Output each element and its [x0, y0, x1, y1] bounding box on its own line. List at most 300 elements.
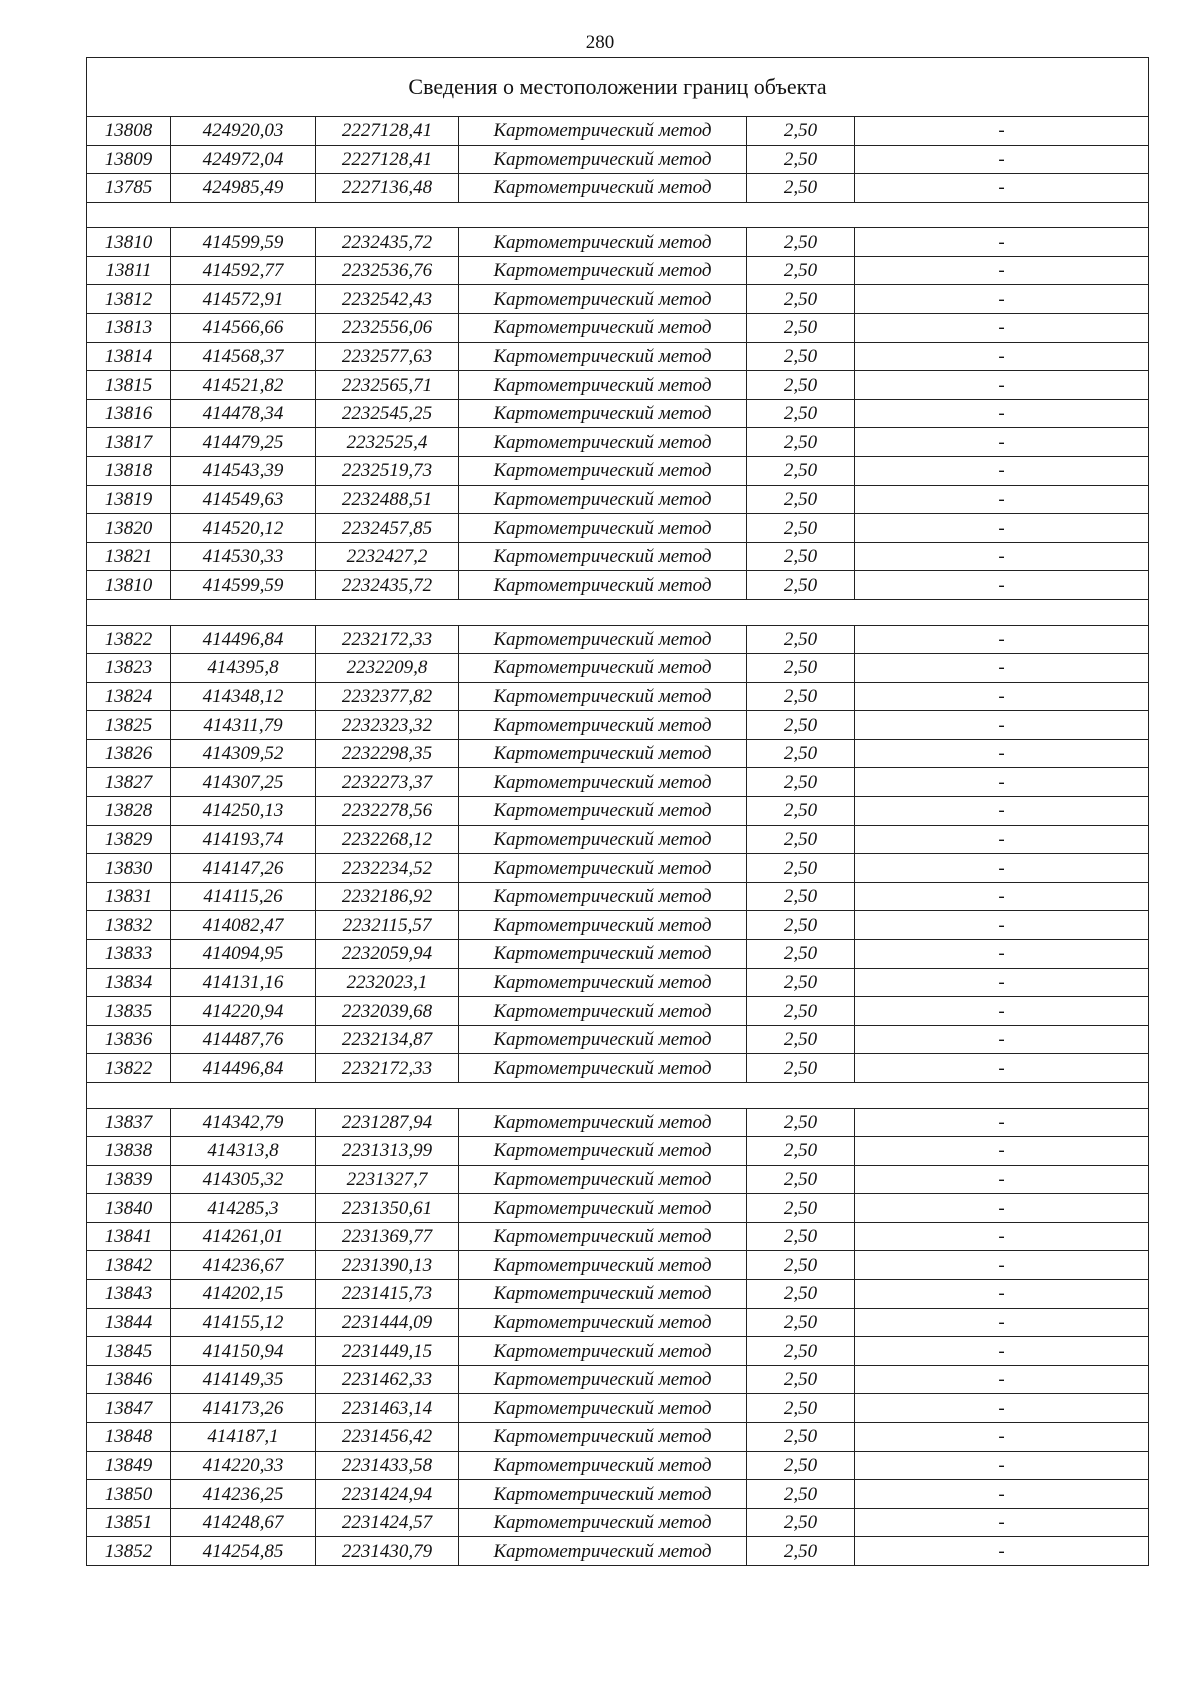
method-cell: Картометрический метод — [459, 485, 747, 514]
y-coordinate-cell: 2232435,72 — [316, 228, 459, 257]
description-cell: - — [855, 485, 1149, 514]
method-cell: Картометрический метод — [459, 1337, 747, 1366]
method-cell: Картометрический метод — [459, 940, 747, 969]
point-number-cell: 13845 — [87, 1337, 171, 1366]
description-cell: - — [855, 571, 1149, 600]
table-row — [87, 1451, 1149, 1480]
accuracy-cell: 2,50 — [747, 854, 855, 883]
y-coordinate-cell: 2231449,15 — [316, 1337, 459, 1366]
description-cell: - — [855, 711, 1149, 740]
point-number-cell: 13816 — [87, 399, 171, 428]
point-number-cell: 13827 — [87, 768, 171, 797]
accuracy-cell: 2,50 — [747, 997, 855, 1026]
table-row — [87, 1137, 1149, 1166]
method-cell: Картометрический метод — [459, 682, 747, 711]
description-cell: - — [855, 739, 1149, 768]
y-coordinate-cell: 2231313,99 — [316, 1137, 459, 1166]
x-coordinate-cell: 414236,25 — [171, 1480, 316, 1509]
x-coordinate-cell: 414572,91 — [171, 285, 316, 314]
x-coordinate-cell: 414248,67 — [171, 1508, 316, 1537]
table-row — [87, 342, 1149, 371]
accuracy-cell: 2,50 — [747, 314, 855, 343]
y-coordinate-cell: 2232377,82 — [316, 682, 459, 711]
description-cell: - — [855, 882, 1149, 911]
table-row — [87, 256, 1149, 285]
description-cell: - — [855, 682, 1149, 711]
accuracy-cell: 2,50 — [747, 882, 855, 911]
y-coordinate-cell: 2232268,12 — [316, 825, 459, 854]
description-cell: - — [855, 1194, 1149, 1223]
method-cell: Картометрический метод — [459, 882, 747, 911]
accuracy-cell: 2,50 — [747, 682, 855, 711]
point-number-cell: 13812 — [87, 285, 171, 314]
accuracy-cell: 2,50 — [747, 285, 855, 314]
x-coordinate-cell: 414261,01 — [171, 1222, 316, 1251]
description-cell: - — [855, 654, 1149, 683]
x-coordinate-cell: 414313,8 — [171, 1137, 316, 1166]
table-row — [87, 174, 1149, 203]
accuracy-cell: 2,50 — [747, 1280, 855, 1309]
description-cell: - — [855, 314, 1149, 343]
y-coordinate-cell: 2231424,57 — [316, 1508, 459, 1537]
x-coordinate-cell: 414220,33 — [171, 1451, 316, 1480]
accuracy-cell: 2,50 — [747, 1537, 855, 1566]
description-cell: - — [855, 1025, 1149, 1054]
x-coordinate-cell: 414236,67 — [171, 1251, 316, 1280]
x-coordinate-cell: 414521,82 — [171, 371, 316, 400]
method-cell: Картометрический метод — [459, 542, 747, 571]
y-coordinate-cell: 2231369,77 — [316, 1222, 459, 1251]
y-coordinate-cell: 2231350,61 — [316, 1194, 459, 1223]
method-cell: Картометрический метод — [459, 145, 747, 174]
description-cell: - — [855, 625, 1149, 654]
method-cell: Картометрический метод — [459, 911, 747, 940]
accuracy-cell: 2,50 — [747, 228, 855, 257]
accuracy-cell: 2,50 — [747, 342, 855, 371]
table-body — [87, 58, 1149, 1566]
method-cell: Картометрический метод — [459, 1165, 747, 1194]
point-number-cell: 13814 — [87, 342, 171, 371]
point-number-cell: 13837 — [87, 1108, 171, 1137]
point-number-cell: 13841 — [87, 1222, 171, 1251]
description-cell: - — [855, 1451, 1149, 1480]
x-coordinate-cell: 414543,39 — [171, 457, 316, 486]
method-cell: Картометрический метод — [459, 457, 747, 486]
table-row — [87, 514, 1149, 543]
accuracy-cell: 2,50 — [747, 1222, 855, 1251]
description-cell: - — [855, 228, 1149, 257]
y-coordinate-cell: 2232427,2 — [316, 542, 459, 571]
table-row — [87, 797, 1149, 826]
y-coordinate-cell: 2232172,33 — [316, 625, 459, 654]
table-header-row — [87, 58, 1149, 117]
y-coordinate-cell: 2232323,32 — [316, 711, 459, 740]
point-number-cell: 13835 — [87, 997, 171, 1026]
y-coordinate-cell: 2232536,76 — [316, 256, 459, 285]
table-row — [87, 825, 1149, 854]
x-coordinate-cell: 414496,84 — [171, 1054, 316, 1083]
table-row — [87, 768, 1149, 797]
method-cell: Картометрический метод — [459, 1365, 747, 1394]
accuracy-cell: 2,50 — [747, 1365, 855, 1394]
table-row — [87, 625, 1149, 654]
y-coordinate-cell: 2227128,41 — [316, 145, 459, 174]
method-cell: Картометрический метод — [459, 1508, 747, 1537]
table-row — [87, 1108, 1149, 1137]
method-cell: Картометрический метод — [459, 514, 747, 543]
accuracy-cell: 2,50 — [747, 428, 855, 457]
x-coordinate-cell: 414599,59 — [171, 228, 316, 257]
x-coordinate-cell: 414592,77 — [171, 256, 316, 285]
description-cell: - — [855, 1537, 1149, 1566]
point-number-cell: 13822 — [87, 625, 171, 654]
description-cell: - — [855, 1251, 1149, 1280]
y-coordinate-cell: 2232059,94 — [316, 940, 459, 969]
accuracy-cell: 2,50 — [747, 1025, 855, 1054]
y-coordinate-cell: 2231415,73 — [316, 1280, 459, 1309]
x-coordinate-cell: 424985,49 — [171, 174, 316, 203]
y-coordinate-cell: 2231327,7 — [316, 1165, 459, 1194]
accuracy-cell: 2,50 — [747, 1251, 855, 1280]
method-cell: Картометрический метод — [459, 1280, 747, 1309]
point-number-cell: 13844 — [87, 1308, 171, 1337]
description-cell: - — [855, 428, 1149, 457]
x-coordinate-cell: 414342,79 — [171, 1108, 316, 1137]
y-coordinate-cell: 2232519,73 — [316, 457, 459, 486]
y-coordinate-cell: 2231430,79 — [316, 1537, 459, 1566]
x-coordinate-cell: 414131,16 — [171, 968, 316, 997]
table-row — [87, 571, 1149, 600]
accuracy-cell: 2,50 — [747, 911, 855, 940]
accuracy-cell: 2,50 — [747, 399, 855, 428]
x-coordinate-cell: 414082,47 — [171, 911, 316, 940]
point-number-cell: 13836 — [87, 1025, 171, 1054]
point-number-cell: 13821 — [87, 542, 171, 571]
table-row — [87, 1365, 1149, 1394]
description-cell: - — [855, 1137, 1149, 1166]
y-coordinate-cell: 2232435,72 — [316, 571, 459, 600]
x-coordinate-cell: 414530,33 — [171, 542, 316, 571]
x-coordinate-cell: 414150,94 — [171, 1337, 316, 1366]
x-coordinate-cell: 414568,37 — [171, 342, 316, 371]
point-number-cell: 13818 — [87, 457, 171, 486]
description-cell: - — [855, 342, 1149, 371]
accuracy-cell: 2,50 — [747, 1054, 855, 1083]
x-coordinate-cell: 414147,26 — [171, 854, 316, 883]
accuracy-cell: 2,50 — [747, 1394, 855, 1423]
method-cell: Картометрический метод — [459, 739, 747, 768]
accuracy-cell: 2,50 — [747, 1108, 855, 1137]
method-cell: Картометрический метод — [459, 1025, 747, 1054]
accuracy-cell: 2,50 — [747, 1308, 855, 1337]
point-number-cell: 13813 — [87, 314, 171, 343]
y-coordinate-cell: 2231390,13 — [316, 1251, 459, 1280]
accuracy-cell: 2,50 — [747, 514, 855, 543]
table-row — [87, 1537, 1149, 1566]
table-row — [87, 314, 1149, 343]
point-number-cell: 13834 — [87, 968, 171, 997]
table-row — [87, 1222, 1149, 1251]
table-row — [87, 882, 1149, 911]
x-coordinate-cell: 414202,15 — [171, 1280, 316, 1309]
y-coordinate-cell: 2232234,52 — [316, 854, 459, 883]
x-coordinate-cell: 414566,66 — [171, 314, 316, 343]
x-coordinate-cell: 414193,74 — [171, 825, 316, 854]
x-coordinate-cell: 414155,12 — [171, 1308, 316, 1337]
x-coordinate-cell: 414599,59 — [171, 571, 316, 600]
table-row — [87, 542, 1149, 571]
point-number-cell: 13820 — [87, 514, 171, 543]
point-number-cell: 13851 — [87, 1508, 171, 1537]
accuracy-cell: 2,50 — [747, 825, 855, 854]
accuracy-cell: 2,50 — [747, 1451, 855, 1480]
description-cell: - — [855, 285, 1149, 314]
table-row — [87, 854, 1149, 883]
accuracy-cell: 2,50 — [747, 485, 855, 514]
accuracy-cell: 2,50 — [747, 968, 855, 997]
y-coordinate-cell: 2231433,58 — [316, 1451, 459, 1480]
table-row — [87, 1337, 1149, 1366]
y-coordinate-cell: 2231463,14 — [316, 1394, 459, 1423]
separator-cell — [87, 1083, 1149, 1109]
y-coordinate-cell: 2232023,1 — [316, 968, 459, 997]
contour-separator-row — [87, 1083, 1149, 1109]
table-row — [87, 997, 1149, 1026]
boundary-coordinates-table — [86, 57, 1149, 1566]
method-cell: Картометрический метод — [459, 1308, 747, 1337]
description-cell: - — [855, 256, 1149, 285]
x-coordinate-cell: 414115,26 — [171, 882, 316, 911]
method-cell: Картометрический метод — [459, 968, 747, 997]
table-title: Сведения о местоположении границ объекта — [87, 58, 1149, 117]
y-coordinate-cell: 2232488,51 — [316, 485, 459, 514]
method-cell: Картометрический метод — [459, 797, 747, 826]
accuracy-cell: 2,50 — [747, 1480, 855, 1509]
y-coordinate-cell: 2232172,33 — [316, 1054, 459, 1083]
description-cell: - — [855, 514, 1149, 543]
point-number-cell: 13849 — [87, 1451, 171, 1480]
contour-separator-row — [87, 202, 1149, 228]
y-coordinate-cell: 2232556,06 — [316, 314, 459, 343]
x-coordinate-cell: 414187,1 — [171, 1423, 316, 1452]
y-coordinate-cell: 2232525,4 — [316, 428, 459, 457]
accuracy-cell: 2,50 — [747, 711, 855, 740]
point-number-cell: 13847 — [87, 1394, 171, 1423]
x-coordinate-cell: 414520,12 — [171, 514, 316, 543]
method-cell: Картометрический метод — [459, 399, 747, 428]
accuracy-cell: 2,50 — [747, 739, 855, 768]
description-cell: - — [855, 1394, 1149, 1423]
point-number-cell: 13832 — [87, 911, 171, 940]
method-cell: Картометрический метод — [459, 256, 747, 285]
point-number-cell: 13824 — [87, 682, 171, 711]
description-cell: - — [855, 911, 1149, 940]
table-row — [87, 1194, 1149, 1223]
accuracy-cell: 2,50 — [747, 797, 855, 826]
table-row — [87, 457, 1149, 486]
accuracy-cell: 2,50 — [747, 768, 855, 797]
table-row — [87, 228, 1149, 257]
method-cell: Картометрический метод — [459, 1394, 747, 1423]
description-cell: - — [855, 1508, 1149, 1537]
table-row — [87, 1280, 1149, 1309]
x-coordinate-cell: 414094,95 — [171, 940, 316, 969]
accuracy-cell: 2,50 — [747, 571, 855, 600]
point-number-cell: 13850 — [87, 1480, 171, 1509]
table-row — [87, 654, 1149, 683]
description-cell: - — [855, 1365, 1149, 1394]
description-cell: - — [855, 968, 1149, 997]
y-coordinate-cell: 2232565,71 — [316, 371, 459, 400]
table-row — [87, 711, 1149, 740]
y-coordinate-cell: 2231444,09 — [316, 1308, 459, 1337]
accuracy-cell: 2,50 — [747, 1165, 855, 1194]
x-coordinate-cell: 414173,26 — [171, 1394, 316, 1423]
accuracy-cell: 2,50 — [747, 940, 855, 969]
x-coordinate-cell: 414479,25 — [171, 428, 316, 457]
y-coordinate-cell: 2232209,8 — [316, 654, 459, 683]
table-row — [87, 371, 1149, 400]
method-cell: Картометрический метод — [459, 1108, 747, 1137]
x-coordinate-cell: 414478,34 — [171, 399, 316, 428]
method-cell: Картометрический метод — [459, 174, 747, 203]
point-number-cell: 13838 — [87, 1137, 171, 1166]
table-row — [87, 145, 1149, 174]
method-cell: Картометрический метод — [459, 625, 747, 654]
x-coordinate-cell: 414250,13 — [171, 797, 316, 826]
point-number-cell: 13839 — [87, 1165, 171, 1194]
separator-cell — [87, 202, 1149, 228]
description-cell: - — [855, 174, 1149, 203]
description-cell: - — [855, 1308, 1149, 1337]
table-row — [87, 911, 1149, 940]
description-cell: - — [855, 797, 1149, 826]
table-row — [87, 485, 1149, 514]
table-row — [87, 117, 1149, 146]
description-cell: - — [855, 1165, 1149, 1194]
description-cell: - — [855, 1423, 1149, 1452]
method-cell: Картометрический метод — [459, 314, 747, 343]
table-row — [87, 968, 1149, 997]
description-cell: - — [855, 997, 1149, 1026]
y-coordinate-cell: 2231287,94 — [316, 1108, 459, 1137]
method-cell: Картометрический метод — [459, 768, 747, 797]
y-coordinate-cell: 2231424,94 — [316, 1480, 459, 1509]
point-number-cell: 13809 — [87, 145, 171, 174]
table-row — [87, 682, 1149, 711]
x-coordinate-cell: 414285,3 — [171, 1194, 316, 1223]
table-row — [87, 1054, 1149, 1083]
method-cell: Картометрический метод — [459, 854, 747, 883]
description-cell: - — [855, 145, 1149, 174]
point-number-cell: 13819 — [87, 485, 171, 514]
method-cell: Картометрический метод — [459, 371, 747, 400]
point-number-cell: 13840 — [87, 1194, 171, 1223]
accuracy-cell: 2,50 — [747, 542, 855, 571]
point-number-cell: 13829 — [87, 825, 171, 854]
table-row — [87, 739, 1149, 768]
point-number-cell: 13826 — [87, 739, 171, 768]
accuracy-cell: 2,50 — [747, 117, 855, 146]
table-row — [87, 1508, 1149, 1537]
table-row — [87, 1165, 1149, 1194]
accuracy-cell: 2,50 — [747, 371, 855, 400]
accuracy-cell: 2,50 — [747, 1137, 855, 1166]
point-number-cell: 13848 — [87, 1423, 171, 1452]
point-number-cell: 13810 — [87, 571, 171, 600]
method-cell: Картометрический метод — [459, 1480, 747, 1509]
method-cell: Картометрический метод — [459, 1194, 747, 1223]
x-coordinate-cell: 414254,85 — [171, 1537, 316, 1566]
y-coordinate-cell: 2232577,63 — [316, 342, 459, 371]
x-coordinate-cell: 414487,76 — [171, 1025, 316, 1054]
x-coordinate-cell: 414549,63 — [171, 485, 316, 514]
point-number-cell: 13808 — [87, 117, 171, 146]
point-number-cell: 13825 — [87, 711, 171, 740]
accuracy-cell: 2,50 — [747, 457, 855, 486]
method-cell: Картометрический метод — [459, 1137, 747, 1166]
description-cell: - — [855, 1108, 1149, 1137]
x-coordinate-cell: 414149,35 — [171, 1365, 316, 1394]
description-cell: - — [855, 1337, 1149, 1366]
contour-separator-row — [87, 600, 1149, 626]
method-cell: Картометрический метод — [459, 1251, 747, 1280]
x-coordinate-cell: 424972,04 — [171, 145, 316, 174]
y-coordinate-cell: 2232298,35 — [316, 739, 459, 768]
page-number: 280 — [585, 32, 615, 53]
point-number-cell: 13843 — [87, 1280, 171, 1309]
y-coordinate-cell: 2232457,85 — [316, 514, 459, 543]
table-row — [87, 1423, 1149, 1452]
point-number-cell: 13817 — [87, 428, 171, 457]
method-cell: Картометрический метод — [459, 1054, 747, 1083]
accuracy-cell: 2,50 — [747, 256, 855, 285]
point-number-cell: 13810 — [87, 228, 171, 257]
method-cell: Картометрический метод — [459, 1423, 747, 1452]
x-coordinate-cell: 414311,79 — [171, 711, 316, 740]
separator-cell — [87, 600, 1149, 626]
accuracy-cell: 2,50 — [747, 1423, 855, 1452]
table-row — [87, 940, 1149, 969]
x-coordinate-cell: 414220,94 — [171, 997, 316, 1026]
method-cell: Картометрический метод — [459, 342, 747, 371]
accuracy-cell: 2,50 — [747, 625, 855, 654]
y-coordinate-cell: 2232278,56 — [316, 797, 459, 826]
accuracy-cell: 2,50 — [747, 1508, 855, 1537]
point-number-cell: 13815 — [87, 371, 171, 400]
table-row — [87, 1394, 1149, 1423]
point-number-cell: 13785 — [87, 174, 171, 203]
point-number-cell: 13831 — [87, 882, 171, 911]
x-coordinate-cell: 414305,32 — [171, 1165, 316, 1194]
table-row — [87, 1025, 1149, 1054]
y-coordinate-cell: 2227136,48 — [316, 174, 459, 203]
description-cell: - — [855, 399, 1149, 428]
method-cell: Картометрический метод — [459, 428, 747, 457]
description-cell: - — [855, 940, 1149, 969]
table-row — [87, 285, 1149, 314]
y-coordinate-cell: 2232039,68 — [316, 997, 459, 1026]
method-cell: Картометрический метод — [459, 285, 747, 314]
point-number-cell: 13822 — [87, 1054, 171, 1083]
accuracy-cell: 2,50 — [747, 145, 855, 174]
description-cell: - — [855, 854, 1149, 883]
method-cell: Картометрический метод — [459, 1537, 747, 1566]
y-coordinate-cell: 2232273,37 — [316, 768, 459, 797]
x-coordinate-cell: 414307,25 — [171, 768, 316, 797]
description-cell: - — [855, 768, 1149, 797]
accuracy-cell: 2,50 — [747, 654, 855, 683]
